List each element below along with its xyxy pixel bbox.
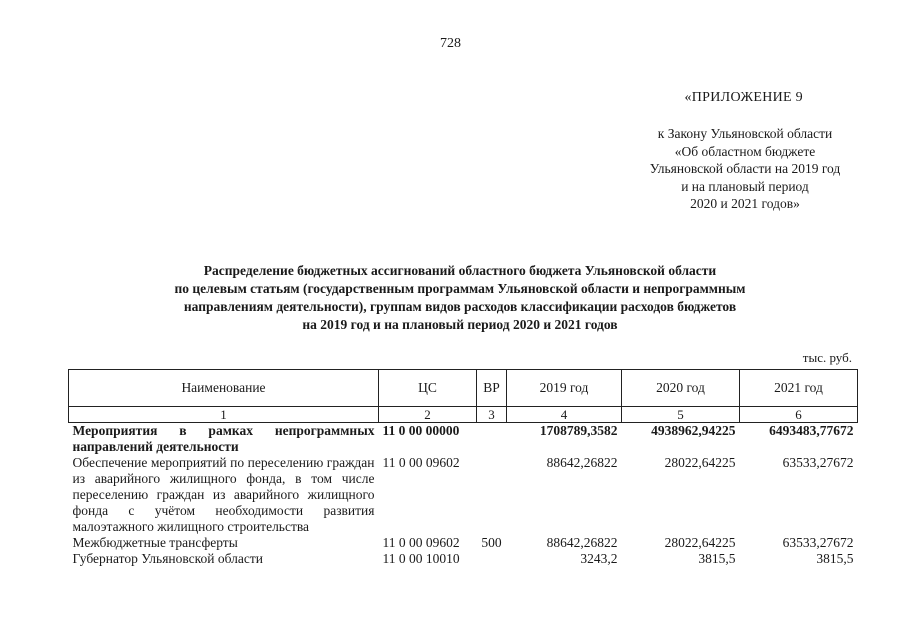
table-row <box>69 423 858 456</box>
page-number: 728 <box>440 36 461 51</box>
row-cs: 11 0 00 10010 <box>382 551 460 566</box>
row-cs: 11 0 00 09602 <box>382 535 460 550</box>
row-2019: 88642,26822 <box>546 535 618 550</box>
table-row <box>69 551 858 567</box>
row-2019: 1708789,3582 <box>539 423 618 438</box>
row-2021: 63533,27672 <box>782 455 854 470</box>
document-title <box>110 262 810 334</box>
row-vr: 500 <box>481 535 502 550</box>
header-2021: 2021 год <box>740 370 858 407</box>
row-cs: 11 0 00 00000 <box>382 423 460 438</box>
law-reference-line: «Об областном бюджете <box>674 143 816 159</box>
row-vr <box>477 551 507 567</box>
law-reference-line: к Закону Ульяновской области <box>657 126 833 141</box>
row-2021: 3815,5 <box>816 551 854 566</box>
row-2020: 3815,5 <box>698 551 736 566</box>
row-2020: 28022,64225 <box>664 535 736 550</box>
table-row <box>69 455 858 535</box>
row-vr <box>477 423 507 456</box>
header-cs: ЦС <box>379 370 477 407</box>
law-reference-line: и на плановый период <box>681 178 809 194</box>
units-label: тыс. руб. <box>802 350 852 365</box>
row-name: Межбюджетные трансферты <box>72 535 238 550</box>
law-reference <box>600 125 890 213</box>
row-name: Губернатор Ульяновской области <box>72 551 264 566</box>
row-cs: 11 0 00 09602 <box>382 455 460 470</box>
row-2021: 63533,27672 <box>782 535 854 550</box>
law-reference-line: Ульяновской области на 2019 год <box>649 161 841 176</box>
column-number: 2 <box>379 407 477 423</box>
row-2020: 28022,64225 <box>664 455 736 470</box>
row-2019: 88642,26822 <box>546 455 618 470</box>
column-number: 5 <box>622 407 740 423</box>
document-title-line: Распределение бюджетных ассигнований областного бюджета Ульяновской области <box>203 263 717 278</box>
header-2020: 2020 год <box>622 370 740 407</box>
row-name: Мероприятия в рамках непрограммных направлений деятельности <box>72 423 375 454</box>
column-number: 4 <box>507 407 622 423</box>
row-2019: 3243,2 <box>580 551 618 566</box>
column-number: 1 <box>69 407 379 423</box>
column-number: 3 <box>477 407 507 423</box>
header-vr: ВР <box>477 370 507 407</box>
header-2019: 2019 год <box>507 370 622 407</box>
document-title-line: по целевым статьям (государственным программам Ульяновской области и непрограммным <box>174 281 746 296</box>
law-reference-line: 2020 и 2021 годов» <box>690 196 800 211</box>
row-name: Обеспечение мероприятий по переселению граждан из аварийного жилищного фонда, в том числе переселению граждан из аварийного жилищного фонда с учётом необходимости развития малоэтажного жилищного строительства <box>72 455 375 534</box>
column-number: 6 <box>740 407 858 423</box>
budget-table <box>68 369 858 567</box>
document-title-line: на 2019 год и на плановый период 2020 и 2021 годов <box>302 317 618 332</box>
row-2021: 6493483,77672 <box>769 423 854 438</box>
row-vr <box>477 455 507 535</box>
row-2020: 4938962,94225 <box>651 423 736 438</box>
document-title-line: направлениям деятельности), группам видов расходов классификации расходов бюджетов <box>183 299 737 314</box>
table-header-row <box>69 370 858 407</box>
header-name: Наименование <box>69 370 379 407</box>
table-row <box>69 535 858 551</box>
appendix-title: «ПРИЛОЖЕНИЕ 9 <box>684 90 803 105</box>
column-number-row <box>69 407 858 423</box>
